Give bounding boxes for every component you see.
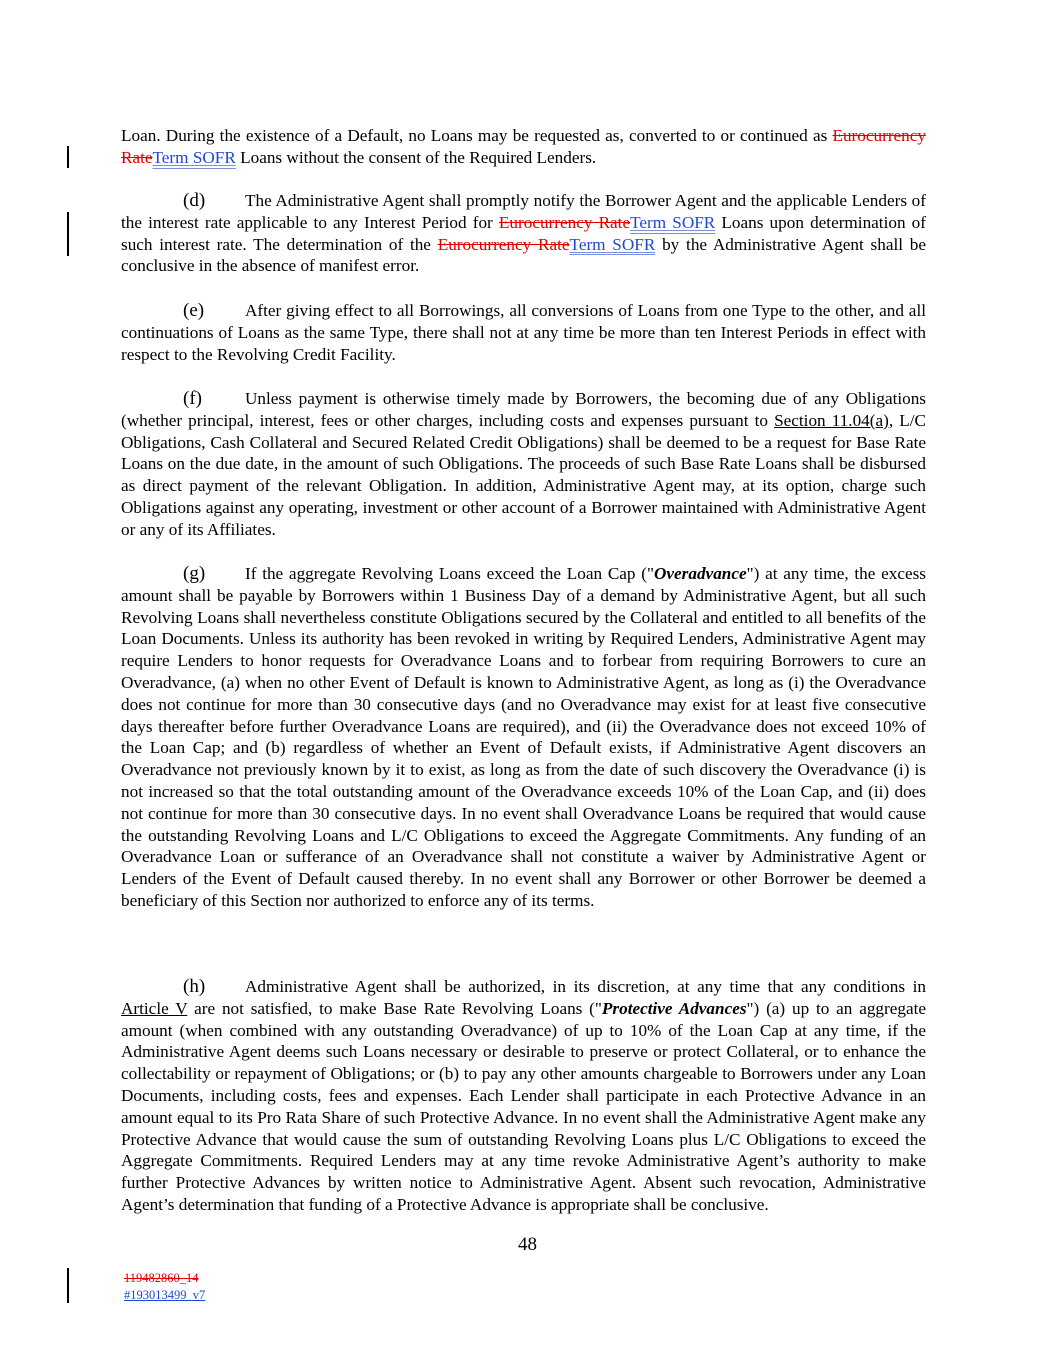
- deleted-text: Eurocurrency Rate: [121, 126, 926, 167]
- article-reference-link[interactable]: Article V: [121, 998, 188, 1018]
- section-reference-link[interactable]: Section 11.04(a): [774, 410, 889, 430]
- paragraph-h: (h) Administrative Agent shall be authorized, in its discretion, at any time that any conditions in Article V are not satisfied, to make Base Rate Revolving Loans ("Protective Advances") (a) up to an aggregate amount (when combined with any outstanding Overadvance) of up to 10% of the Loan Cap at any time, if the Administrative Agent deems such Loans necessary or desirable to preserve or protect Collateral, or to enhance the collectability or repayment of Obligations; or (b) to pay any other amounts chargeable to Borrowers under any Loan Documents, including costs, fees and expenses. Each Lender shall participate in each Protective Advance in an amount equal to its Pro Rata Share of such Protective Advance. In no event shall the Administrative Agent make any Protective Advance that would cause the sum of outstanding Revolving Loans plus L/C Obligations to exceed the Aggregate Commitments. Required Lenders may at any time revoke Administrative Agent’s authority to make further Protective Advances by written notice to Administrative Agent. Absent such revocation, Administrative Agent’s determination that funding of a Protective Advance is appropriate shall be conclusive.: [121, 976, 927, 1214]
- clause-label: (e): [183, 300, 205, 321]
- paragraph-g: (g) If the aggregate Revolving Loans exceed the Loan Cap ("Overadvance") at any time, the excess amount shall be payable by Borrowers within 1 Business Day of a demand by Administrative Agent, but all such Revolving Loans shall nevertheless constitute Obligations secured by the Collateral and entitled to all benefits of the Loan Documents. Unless its authority has been revoked in writing by Required Lenders, Administrative Agent may require Lenders to honor requests for Overadvance Loans and to forbear from requiring Borrowers to cure an Overadvance, (a) when no other Event of Default is known to Administrative Agent, as long as (i) the Overadvance does not continue for more than 30 consecutive days (and no Overadvance may exist for at least five consecutive days thereafter before further Overadvance Loans are required), and (ii) the Overadvance does not exceed 10% of the Loan Cap; and (b) regardless of whether an Event of Default exists, if Administrative Agent discovers an Overadvance not previously known by it to exist, as long as from the date of such discovery the Overadvance (i) is not increased so that the total outstanding amount of the Overadvance exceeds 10% of the Loan Cap, and (ii) does not continue for more than 30 consecutive days. In no event shall Overadvance Loans be required that would cause the outstanding Revolving Loans and L/C Obligations to exceed the Aggregate Commitments. Any funding of an Overadvance Loan or sufferance of an Overadvance shall not constitute a waiver by Administrative Agent or Lenders of the Event of Default caused thereby. In no event shall any Borrower or other Borrower be deemed a beneficiary of this Section nor authorized to enforce any of its terms.: [121, 563, 926, 910]
- paragraph-d: (d) The Administrative Agent shall promptly notify the Borrower Agent and the applicable Lenders of the interest rate applicable to any Interest Period for Eurocurrency RateTerm SOFR Loans upon determination of such interest rate. The determination of the Eurocurrency RateTerm SOFR by the Administrative Agent shall be conclusive in the absence of manifest error.: [121, 190, 927, 276]
- paragraph-e: (e) After giving effect to all Borrowings, all conversions of Loans from one Type to the other, and all continuations of Loans as the same Type, there shall not at any time be more than ten Interest Periods in effect with respect to the Revolving Credit Facility.: [121, 300, 926, 364]
- deleted-text: Eurocurrency Rate: [498, 212, 631, 232]
- change-bar: [67, 212, 69, 256]
- inserted-text: Term SOFR: [152, 147, 236, 167]
- paragraph-loan-continuation: Loan. During the existence of a Default, no Loans may be requested as, converted to or continued as Eurocurrency RateTerm SOFR Loans without the consent of the Required Lenders.: [121, 126, 926, 167]
- defined-term: Protective Advances: [601, 998, 747, 1018]
- page-number: 48: [518, 1234, 537, 1255]
- defined-term: Overadvance: [654, 564, 747, 583]
- change-bar: [67, 146, 69, 168]
- change-bar: [67, 1268, 69, 1303]
- clause-label: (d): [183, 190, 206, 211]
- deleted-text: Eurocurrency Rate: [437, 234, 570, 254]
- footer-inserted-doc-id: #193013499_v7: [124, 1288, 206, 1302]
- clause-label: (g): [183, 563, 206, 584]
- clause-label: (f): [183, 388, 202, 409]
- footer-deleted-doc-id: 119482860_14: [124, 1271, 199, 1285]
- clause-label: (h): [183, 976, 206, 997]
- inserted-text: Term SOFR: [630, 212, 716, 232]
- inserted-text: Term SOFR: [569, 234, 656, 254]
- paragraph-f: (f) Unless payment is otherwise timely made by Borrowers, the becoming due of any Obligations (whether principal, interest, fees or other charges, including costs and expenses pursuant to Section 11.04(a), L/C Obligations, Cash Collateral and Secured Related Credit Obligations) shall be deemed to be a request for Base Rate Loans on the due date, in the amount of such Obligations. The proceeds of such Base Rate Loans shall be disbursed as direct payment of the relevant Obligation. In addition, Administrative Agent may, at its option, charge such Obligations against any operating, investment or other account of a Borrower maintained with Administrative Agent or any of its Affiliates.: [121, 388, 926, 539]
